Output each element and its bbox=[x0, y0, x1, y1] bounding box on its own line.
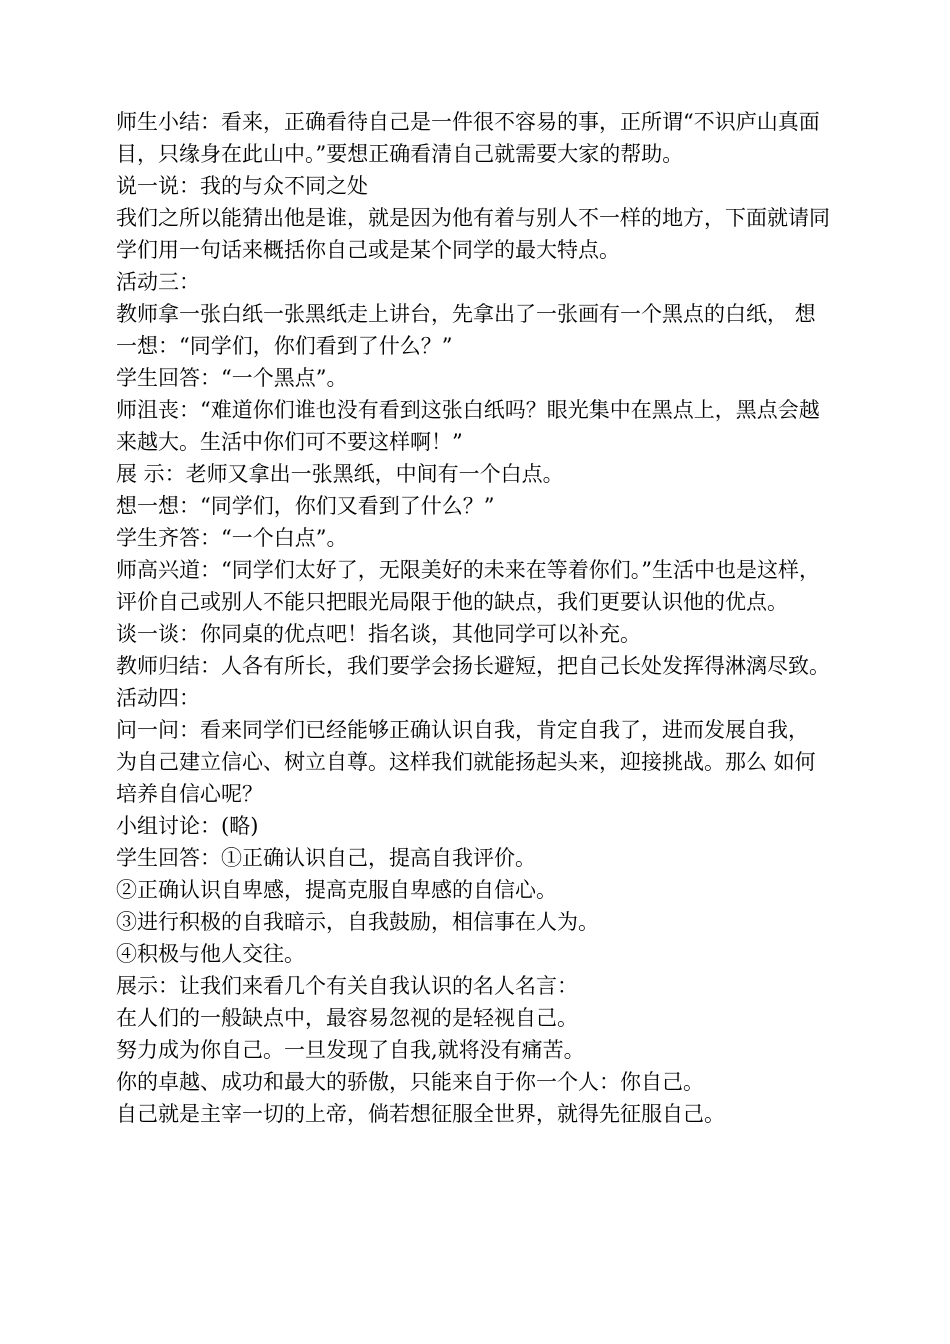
paragraph-group-discussion: 小组讨论：(略) bbox=[116, 814, 259, 838]
document-body bbox=[116, 106, 836, 1130]
paragraph-quote-3: 你的卓越、成功和最大的骄傲，只能来自于你一个人：你自己。 bbox=[116, 1070, 704, 1094]
paragraph-quote-1: 在人们的一般缺点中，最容易忽视的是轻视自己。 bbox=[116, 1006, 578, 1030]
paragraph-confidence: 为自己建立信心、树立自尊。这样我们就能扬起头来，迎接挑战。那么 如何培养自信心呢？ bbox=[116, 750, 816, 806]
paragraph-teacher-sad: 师沮丧：“难道你们谁也没有看到这张白纸吗？眼光集中在黑点上，黑点会越来越大。生活中你们可不要这样啊！” bbox=[116, 398, 820, 454]
paragraph-quote-2: 努力成为你自己。一旦发现了自我,就将没有痛苦。 bbox=[116, 1038, 585, 1062]
paragraph-ask: 问一问：看来同学们已经能够正确认识自我，肯定自我了，进而发展自我， bbox=[116, 718, 809, 742]
paragraph-answer-item-1: 学生回答：①正确认识自己，提高自我评价。 bbox=[116, 846, 536, 870]
paragraph-quotes-intro: 展示：让我们来看几个有关自我认识的名人名言： bbox=[116, 974, 578, 998]
paragraph-student-answer-2: 学生齐答：“一个白点”。 bbox=[116, 526, 348, 550]
paragraph-talk: 谈一谈：你同桌的优点吧！指名谈，其他同学可以补充。 bbox=[116, 622, 641, 646]
paragraph-answer-item-2: ②正确认识自卑感，提高克服自卑感的自信心。 bbox=[116, 878, 557, 902]
paragraph-quote-4: 自己就是主宰一切的上帝，倘若想征服全世界，就得先征服自己。 bbox=[116, 1102, 725, 1126]
paragraph-teacher-happy: 师高兴道：“同学们太好了，无限美好的未来在等着你们。”生活中也是这样，评价自己或别人不能只把眼光局限于他的缺点，我们更要认识他的优点。 bbox=[116, 558, 820, 614]
paragraph-answer-item-4: ④积极与他人交往。 bbox=[116, 942, 305, 966]
paragraph-guess: 我们之所以能猜出他是谁，就是因为他有着与别人不一样的地方，下面就请同学们用一句话来概括你自己或是某个同学的最大特点。 bbox=[116, 206, 830, 262]
paragraph-show-black: 展 示：老师又拿出一张黑纸，中间有一个白点。 bbox=[116, 462, 564, 486]
paragraph-summary: 师生小结：看来，正确看待自己是一件很不容易的事，正所谓“不识庐山真面目，只缘身在此山中。”要想正确看清自己就需要大家的帮助。 bbox=[116, 110, 820, 166]
paragraph-answer-item-3: ③进行积极的自我暗示，自我鼓励，相信事在人为。 bbox=[116, 910, 599, 934]
paragraph-student-answer-1: 学生回答：“一个黑点”。 bbox=[116, 366, 348, 390]
paragraph-teacher-paper: 教师拿一张白纸一张黑纸走上讲台，先拿出了一张画有一个黑点的白纸， 想一想：“同学们，你们看到了什么？” bbox=[116, 302, 816, 358]
paragraph-teacher-conclude: 教师归结：人各有所长，我们要学会扬长避短，把自己长处发挥得淋漓尽致。 活动四： bbox=[116, 654, 830, 710]
paragraph-activity-3: 活动三： bbox=[116, 270, 200, 294]
paragraph-think: 想一想：“同学们，你们又看到了什么？” bbox=[116, 494, 495, 518]
paragraph-say: 说一说：我的与众不同之处 bbox=[116, 174, 368, 198]
